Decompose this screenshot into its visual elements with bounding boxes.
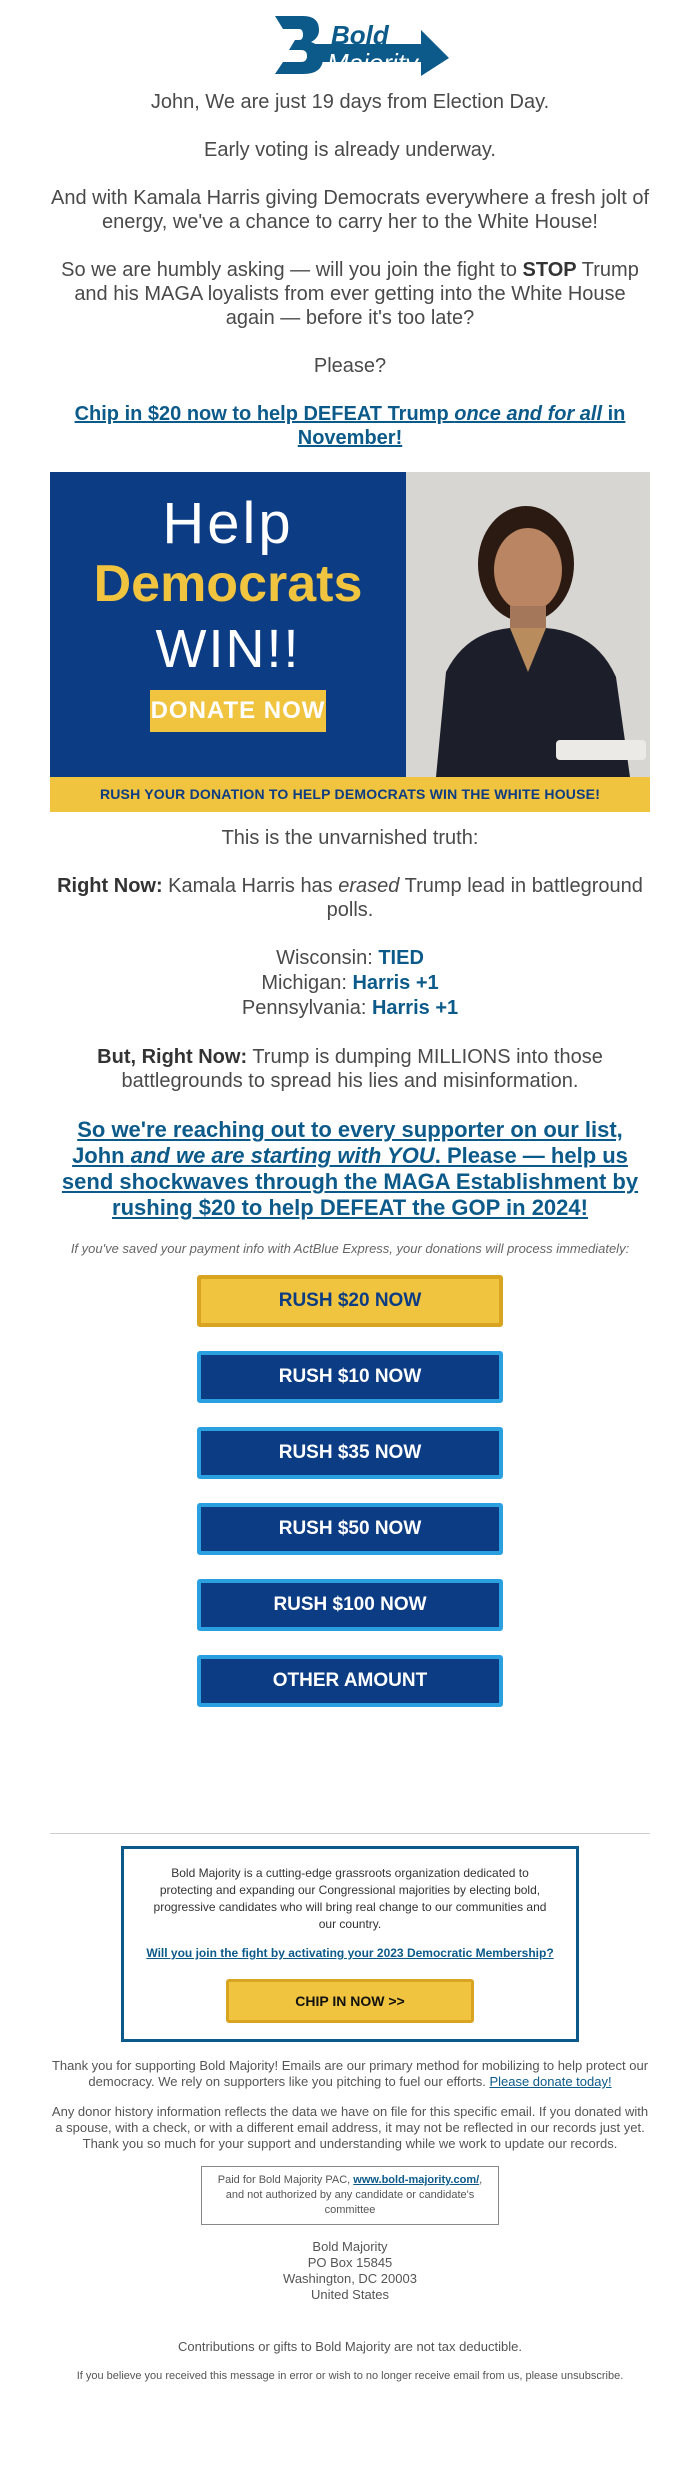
membership-box (121, 1846, 579, 2042)
state-row: Pennsylvania: Harris +1 (241, 997, 459, 1019)
reaching-out-link[interactable]: So we're reaching out to every supporter on our list, John and we are starting with YOU. Please — help us send shockwaves through the MAGA Establishment by rushing $20 to help DEFEAT the GOP in 2024! (61, 1117, 639, 1220)
hero-photo (406, 472, 650, 777)
intro-greeting: John, We are just 19 days from Election Day. (150, 91, 550, 113)
logo-text-bold: Bold (331, 20, 389, 50)
membership-text: Bold Majority is a cutting-edge grassroots organization dedicated to protecting and expanding our Congressional majorities by electing bold, progressive candidates who will bring real change to our communities and our country. (153, 1866, 547, 1931)
intro-ask: So we are humbly asking — will you join the fight to STOP Trump and his MAGA loyalists from ever getting into the White House again — before it's too late? (61, 259, 639, 329)
tax-note: Contributions or gifts to Bold Majority are not tax deductible. (178, 2339, 522, 2354)
thanks-paragraph: Thank you for supporting Bold Majority! Emails are our primary method for mobilizing to help protect our democracy. We rely on supporters like you pitching to fuel our efforts. Please donate today! (51, 2058, 649, 2089)
donor-history-paragraph: Any donor history information reflects the data we have on file for this specific email. If you donated with a spouse, with a check, or with a different email address, it may not be reflected in our records just yet. Thank you so much for your support and understanding while we work to update our records. (51, 2104, 649, 2151)
hero-donate-banner[interactable] (50, 472, 650, 812)
hero-donate-now-button[interactable]: DONATE NOW (150, 690, 326, 732)
footer-divider (50, 1833, 650, 1834)
bold-majority-logo[interactable] (50, 0, 650, 90)
other-amount-button[interactable]: OTHER AMOUNT (197, 1655, 503, 1707)
rush-10-button[interactable]: RUSH $10 NOW (197, 1351, 503, 1403)
rush-50-button[interactable]: RUSH $50 NOW (197, 1503, 503, 1555)
bold-majority-logo-mark (245, 8, 455, 86)
donate-today-link[interactable]: Please donate today! (489, 2074, 612, 2089)
state-row: Wisconsin: TIED (276, 947, 424, 969)
right-now-paragraph: Right Now: Kamala Harris has erased Trump lead in battleground polls. (57, 875, 643, 921)
website-link[interactable]: www.bold-majority.com/ (353, 2174, 480, 2186)
rush-35-button[interactable]: RUSH $35 NOW (197, 1427, 503, 1479)
hero-rush-band: RUSH YOUR DONATION TO HELP DEMOCRATS WIN THE WHITE HOUSE! (50, 777, 650, 812)
mailing-address: Bold Majority PO Box 15845 Washington, DC 20003 United States (283, 2239, 417, 2302)
rush-100-button[interactable]: RUSH $100 NOW (197, 1579, 503, 1631)
kamala-harris-photo-icon (406, 472, 650, 777)
paid-for-box: Paid for Bold Majority PAC, www.bold-majority.com/, and not authorized by any candidate or candidate's committee (201, 2166, 499, 2225)
membership-link[interactable]: Will you join the fight by activating your 2023 Democratic Membership? (146, 1946, 554, 1960)
hero-win-text: WIN!! (155, 619, 301, 679)
chip-in-now-button[interactable]: CHIP IN NOW >> (226, 1979, 474, 2023)
hero-democrats-text: Democrats (93, 555, 363, 613)
logo-text-majority: Majority (327, 48, 419, 78)
rush-20-button[interactable]: RUSH $20 NOW (197, 1275, 503, 1327)
unsubscribe-link[interactable]: unsubscribe (560, 2370, 621, 2382)
hero-help-text: Help (162, 491, 294, 556)
but-right-now-paragraph: But, Right Now: Trump is dumping MILLIONS into those battlegrounds to spread his lies and misinformation. (97, 1046, 603, 1092)
actblue-note: If you've saved your payment info with ActBlue Express, your donations will process immediately: (70, 1241, 630, 1256)
chip-in-link[interactable]: Chip in $20 now to help DEFEAT Trump once and for all in November! (74, 403, 626, 449)
stop-emphasis: STOP (522, 259, 577, 281)
intro-early-voting: Early voting is already underway. (204, 139, 496, 161)
truth-line: This is the unvarnished truth: (221, 827, 479, 849)
intro-please: Please? (313, 355, 387, 377)
state-row: Michigan: Harris +1 (261, 972, 439, 994)
intro-energy: And with Kamala Harris giving Democrats everywhere a fresh jolt of energy, we've a chance to carry her to the White House! (50, 187, 650, 233)
unsubscribe-note: If you believe you received this message in error or wish to no longer receive email from us, please unsubscribe. (76, 2370, 624, 2382)
battleground-polls (50, 946, 650, 1021)
